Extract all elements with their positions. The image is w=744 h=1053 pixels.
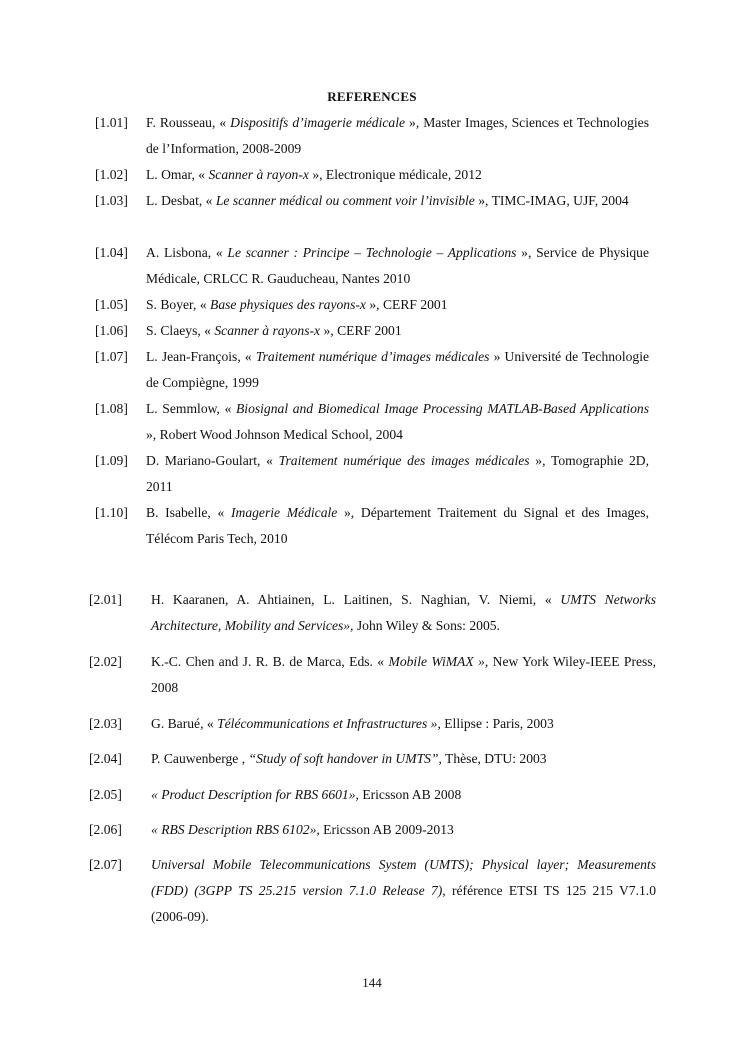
reference-text: S. Boyer, « Base physiques des rayons-x », CERF 2001 (146, 297, 448, 312)
reference-text: « RBS Description RBS 6102», Ericsson AB 2009-2013 (151, 822, 454, 837)
reference-number: [1.04] (95, 245, 128, 260)
reference-text: B. Isabelle, « Imagerie Médicale », Département Traitement du Signal et des Images, Télécom Paris Tech, 2010 (146, 505, 649, 546)
reference-number: [2.02] (89, 654, 122, 669)
page-number: 144 (362, 975, 382, 990)
reference-text: H. Kaaranen, A. Ahtiainen, L. Laitinen, S. Naghian, V. Niemi, « UMTS Networks Architecture, Mobility and Services», John Wiley & Sons: 2005. (151, 592, 656, 633)
reference-text: L. Desbat, « Le scanner médical ou comment voir l’invisible », TIMC-IMAG, UJF, 2004 (146, 193, 629, 208)
reference-number: [1.09] (95, 453, 128, 468)
reference-text: L. Jean-François, « Traitement numérique d’images médicales » Université de Technologie de Compiègne, 1999 (146, 349, 650, 390)
reference-text: P. Cauwenberge , “Study of soft handover in UMTS”, Thèse, DTU: 2003 (151, 751, 547, 766)
reference-text: L. Omar, « Scanner à rayon-x », Electronique médicale, 2012 (146, 167, 482, 182)
reference-number: [1.02] (95, 167, 128, 182)
reference-number: [2.04] (89, 751, 122, 766)
reference-number: [1.10] (95, 505, 128, 520)
reference-text: D. Mariano-Goulart, « Traitement numérique des images médicales », Tomographie 2D, 2011 (146, 453, 649, 494)
reference-text: Universal Mobile Telecommunications System (UMTS); Physical layer; Measurements (FDD) (3GPP TS 25.215 version 7.1.0 Release 7), référence ETSI TS 125 215 V7.1.0 (2006-09). (151, 857, 656, 924)
reference-text: G. Barué, « Télécommunications et Infrastructures », Ellipse : Paris, 2003 (151, 716, 554, 731)
reference-number: [1.08] (95, 401, 128, 416)
reference-number: [2.03] (89, 716, 122, 731)
reference-text: K.-C. Chen and J. R. B. de Marca, Eds. « Mobile WiMAX », New York Wiley-IEEE Press, 2008 (151, 654, 657, 695)
reference-number: [2.07] (89, 857, 122, 872)
reference-text: « Product Description for RBS 6601», Ericsson AB 2008 (151, 787, 462, 802)
reference-number: [2.01] (89, 592, 122, 607)
reference-number: [2.06] (89, 822, 122, 837)
reference-text: A. Lisbona, « Le scanner : Principe – Technologie – Applications », Service de Physique Médicale, CRLCC R. Gauducheau, Nantes 2010 (146, 245, 649, 286)
reference-number: [2.05] (89, 787, 122, 802)
reference-number: [1.05] (95, 297, 128, 312)
reference-number: [1.03] (95, 193, 128, 208)
reference-number: [1.06] (95, 323, 128, 338)
references-heading: REFERENCES (327, 89, 417, 104)
reference-number: [1.07] (95, 349, 128, 364)
reference-number: [1.01] (95, 115, 128, 130)
reference-text: S. Claeys, « Scanner à rayons-x », CERF 2001 (146, 323, 402, 338)
reference-text: L. Semmlow, « Biosignal and Biomedical Image Processing MATLAB-Based Applications », Robert Wood Johnson Medical School, 2004 (146, 401, 650, 442)
reference-text: F. Rousseau, « Dispositifs d’imagerie médicale », Master Images, Sciences et Technologies de l’Information, 2008-2009 (146, 115, 649, 156)
